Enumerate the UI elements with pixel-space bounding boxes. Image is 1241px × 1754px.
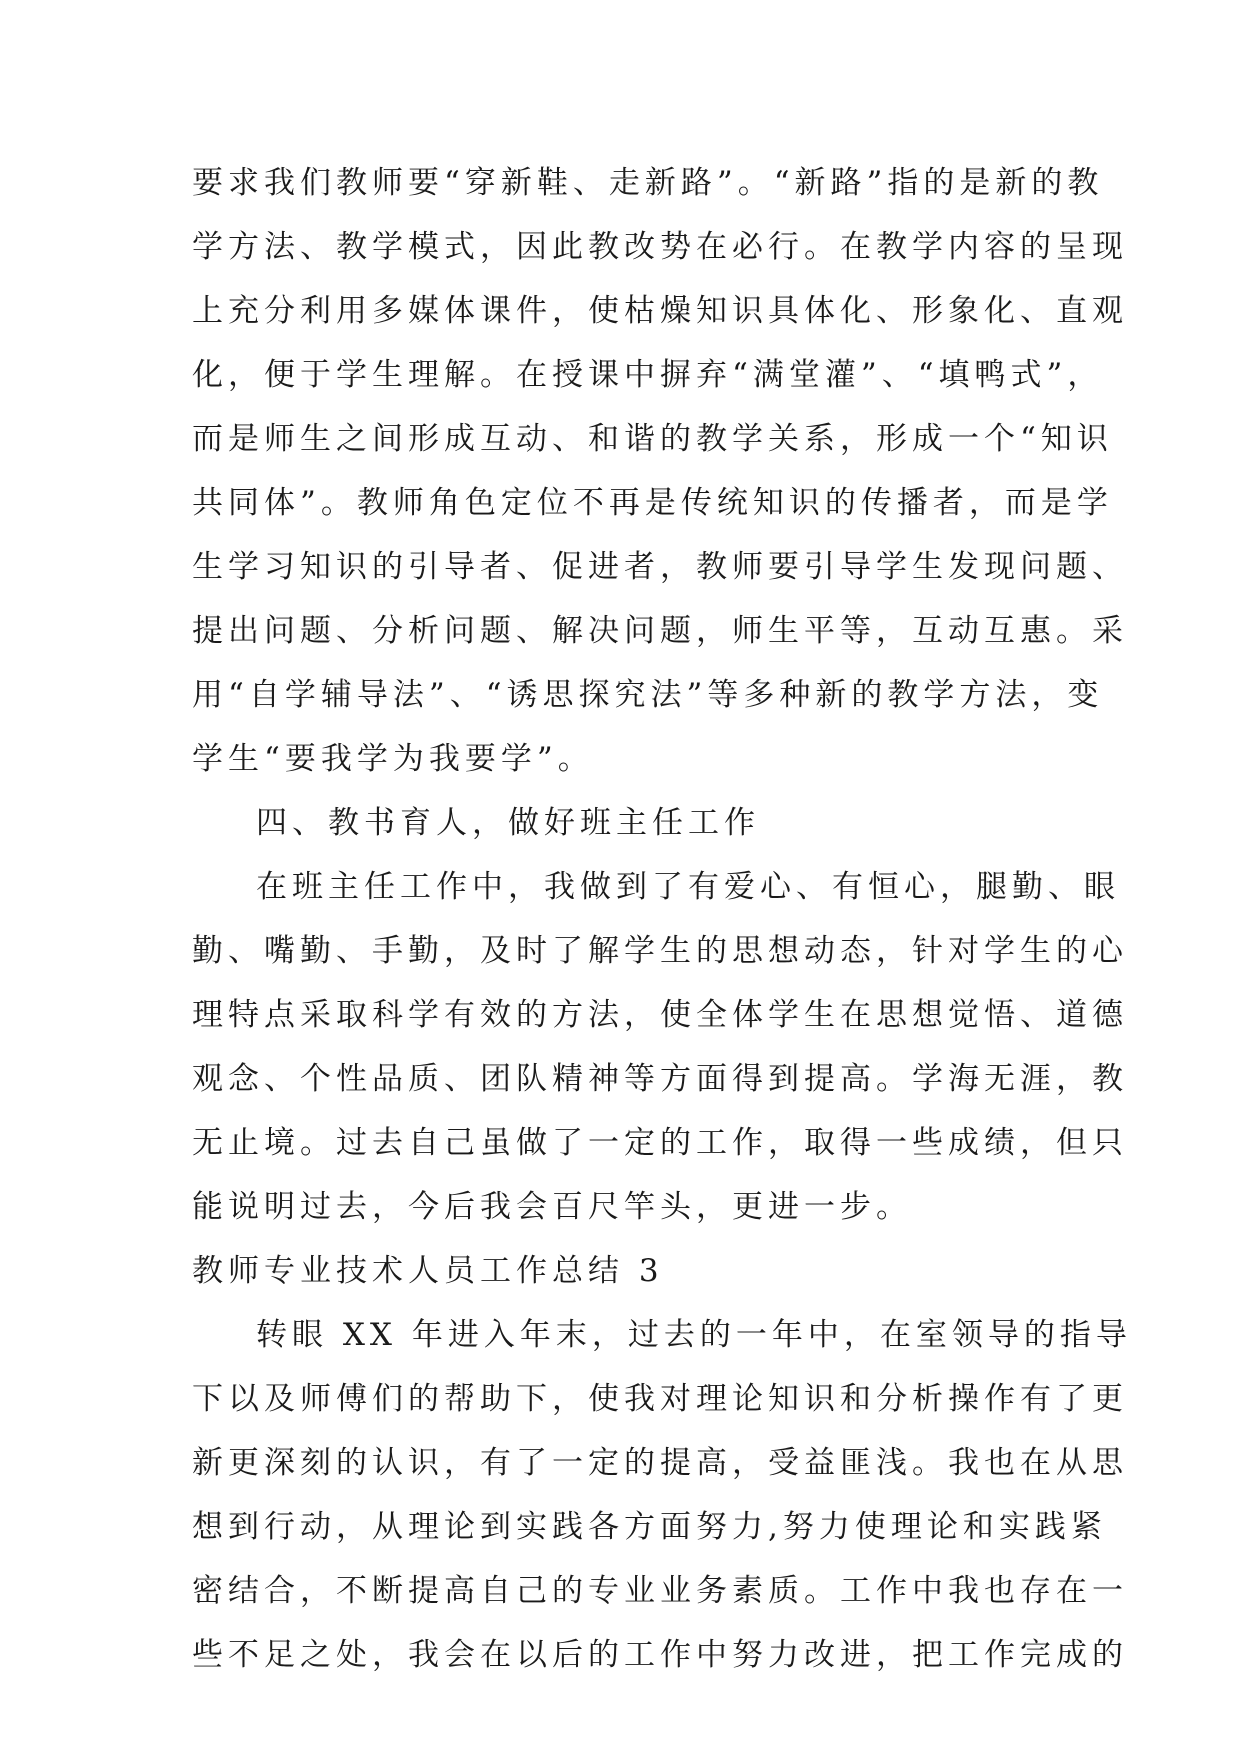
text-line: 而是师生之间形成互动、和谐的教学关系，形成一个“知识 xyxy=(192,421,1113,457)
text-line: 共同体”。教师角色定位不再是传统知识的传播者，而是学 xyxy=(192,485,1113,521)
text-line: 想到行动，从理论到实践各方面努力,努力使理论和实践紧 xyxy=(192,1509,1107,1545)
text-line: 用“自学辅导法”、“诱思探究法”等多种新的教学方法，变 xyxy=(192,677,1104,713)
text-line: 观念、个性品质、团队精神等方面得到提高。学海无涯，教 xyxy=(192,1061,1128,1097)
text-line: 学方法、教学模式，因此教改势在必行。在教学内容的呈现 xyxy=(192,229,1128,265)
text-line: 转眼 XX 年进入年末，过去的一年中，在室领导的指导 xyxy=(256,1317,1132,1353)
text-line: 理特点采取科学有效的方法，使全体学生在思想觉悟、道德 xyxy=(192,997,1128,1033)
text-line: 密结合，不断提高自己的专业业务素质。工作中我也存在一 xyxy=(192,1573,1128,1609)
text-line: 生学习知识的引导者、促进者，教师要引导学生发现问题、 xyxy=(192,549,1128,585)
text-line: 无止境。过去自己虽做了一定的工作，取得一些成绩，但只 xyxy=(192,1125,1128,1161)
text-line: 提出问题、分析问题、解决问题，师生平等，互动互惠。采 xyxy=(192,613,1128,649)
text-line: 新更深刻的认识，有了一定的提高，受益匪浅。我也在从思 xyxy=(192,1445,1128,1481)
text-line: 化，便于学生理解。在授课中摒弃“满堂灌”、“填鸭式”， xyxy=(192,357,1104,393)
document-title: 教师专业技术人员工作总结 3 xyxy=(192,1253,664,1289)
text-line: 要求我们教师要“穿新鞋、走新路”。“新路”指的是新的教 xyxy=(192,165,1104,201)
text-line: 下以及师傅们的帮助下，使我对理论知识和分析操作有了更 xyxy=(192,1381,1128,1417)
text-line: 能说明过去，今后我会百尺竿头，更进一步。 xyxy=(192,1189,912,1225)
text-line: 学生“要我学为我要学”。 xyxy=(192,741,594,777)
section-heading: 四、教书育人，做好班主任工作 xyxy=(256,805,760,841)
text-line: 些不足之处，我会在以后的工作中努力改进，把工作完成的 xyxy=(192,1637,1128,1673)
text-line: 上充分利用多媒体课件，使枯燥知识具体化、形象化、直观 xyxy=(192,293,1128,329)
text-line: 在班主任工作中，我做到了有爱心、有恒心，腿勤、眼 xyxy=(256,869,1120,905)
text-line: 勤、嘴勤、手勤，及时了解学生的思想动态，针对学生的心 xyxy=(192,933,1128,969)
